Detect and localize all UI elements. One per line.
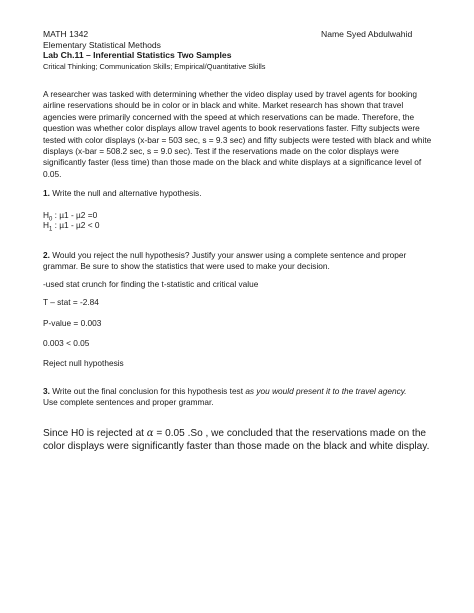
- question-2: [43, 250, 438, 273]
- course-number: MATH 1342: [43, 29, 89, 39]
- t-statistic: T – stat = -2.84: [43, 297, 99, 307]
- null-hypothesis-expr: : µ1 - µ2 =0: [52, 210, 98, 220]
- question-3-instruction: Use complete sentences and proper grammar.: [43, 397, 214, 408]
- question-2-number: 2.: [43, 250, 50, 260]
- alternative-hypothesis-h: H: [43, 220, 49, 230]
- question-1-text: Write the null and alternative hypothesis.: [52, 188, 202, 198]
- question-2-text: Would you reject the null hypothesis? Justify your answer using a complete sentence and proper grammar. Be sure to show the statistics that were used to make your decision.: [43, 250, 407, 272]
- question-3-emphasis: as you would present it to the travel agency.: [245, 386, 407, 396]
- null-hypothesis-h: H: [43, 210, 49, 220]
- skills-line: Critical Thinking; Communication Skills; Empirical/Quantitative Skills: [43, 62, 266, 71]
- final-conclusion: [43, 427, 443, 453]
- decision: Reject null hypothesis: [43, 358, 124, 368]
- alternative-hypothesis: [43, 220, 100, 231]
- alpha-symbol: α: [146, 428, 154, 439]
- null-hypothesis-sub: 0: [49, 216, 53, 223]
- conclusion-start: Since H0 is rejected at: [43, 428, 147, 439]
- alternative-hypothesis-sub: 1: [49, 226, 53, 233]
- course-subject: Elementary Statistical Methods: [43, 40, 161, 50]
- p-value: P-value = 0.003: [43, 318, 102, 328]
- conclusion-rest: = 0.05 .So , we concluded that the reservations made on the color displays were significantly faster than those made on the black and white display.: [43, 428, 430, 452]
- question-1-number: 1.: [43, 188, 50, 198]
- student-name: Name Syed Abdulwahid: [321, 29, 413, 39]
- question-3-text: Write out the final conclusion for this hypothesis test: [52, 386, 246, 396]
- question-3: [43, 386, 438, 409]
- comparison: 0.003 < 0.05: [43, 338, 90, 348]
- problem-statement: A researcher was tasked with determining whether the video display used by travel agents for booking airline reservations should be in color or in black and white. Market research has shown that travel agencies were primarily concerned with the speed at which reservations can be made. Therefore, the question was whether color displays allow travel agents to book reservations faster. Fifty subjects were tested with color displays (x-bar = 503 sec, s = 9.3 sec) and fifty subjects were tested with black and white displays (x-bar = 508.2 sec, s = 9.0 sec). Test if the reservations made on the color displays were significantly faster (less time) than those made on the black and white displays at a significance level of 0.05.: [43, 89, 432, 179]
- question-1: [43, 188, 202, 199]
- lab-title: Lab Ch.11 – Inferential Statistics Two Samples: [43, 50, 232, 60]
- question-3-number: 3.: [43, 386, 50, 396]
- method-note: -used stat crunch for finding the t-statistic and critical value: [43, 279, 259, 289]
- alternative-hypothesis-expr: : µ1 - µ2 < 0: [52, 220, 100, 230]
